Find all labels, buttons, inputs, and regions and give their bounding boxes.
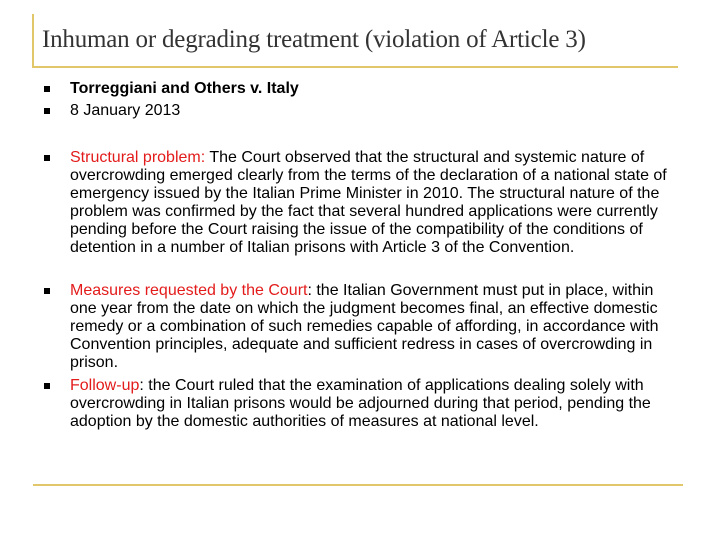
measures-body: : the Italian Government must put in place, within one year from the date on which the judgment becomes final, an effective domestic remedy or a combination of such remedies capable of affording, in accordance with Convention principles, adequate and sufficient redress in cases of overcrowding in prison. — [70, 282, 659, 371]
slide-title: Inhuman or degrading treatment (violation of Article 3) — [42, 26, 586, 53]
list-item-case-date — [44, 102, 684, 120]
title-underline — [33, 66, 678, 68]
square-bullet-icon — [44, 288, 50, 294]
square-bullet-icon — [44, 383, 50, 389]
measures-text — [70, 282, 675, 372]
square-bullet-icon — [44, 108, 50, 114]
case-name: Torreggiani and Others v. Italy — [70, 80, 299, 97]
follow-up-body: : the Court ruled that the examination of applications dealing solely with overcrowding in Italian prisons would be adjourned during that period, pending the adoption by the domestic authorities of measures at national level. — [70, 377, 651, 430]
list-item-structural-problem — [44, 149, 684, 257]
list-item-measures — [44, 282, 684, 372]
structural-problem-body: The Court observed that the structural and systemic nature of overcrowding emerged clearly from the terms of the declaration of a national state of emergency issued by the Italian Prime Minister in 2010. The structural nature of the problem was confirmed by the fact that several hundred applications were currently pending before the Court raising the issue of the compatibility of the conditions of detention in a number of Italian prisons with Article 3 of the Convention. — [70, 149, 667, 256]
footer-line — [33, 484, 683, 486]
list-item-follow-up — [44, 377, 684, 431]
structural-problem-text — [70, 149, 675, 257]
follow-up-label: Follow-up — [70, 377, 140, 394]
case-date: 8 January 2013 — [70, 102, 181, 119]
list-item-case-name — [44, 80, 684, 98]
square-bullet-icon — [44, 155, 50, 161]
square-bullet-icon — [44, 86, 50, 92]
left-accent-line — [32, 14, 34, 68]
structural-problem-label: Structural problem: — [70, 149, 206, 166]
follow-up-text — [70, 377, 675, 431]
measures-label: Measures requested by the Court — [70, 282, 308, 299]
